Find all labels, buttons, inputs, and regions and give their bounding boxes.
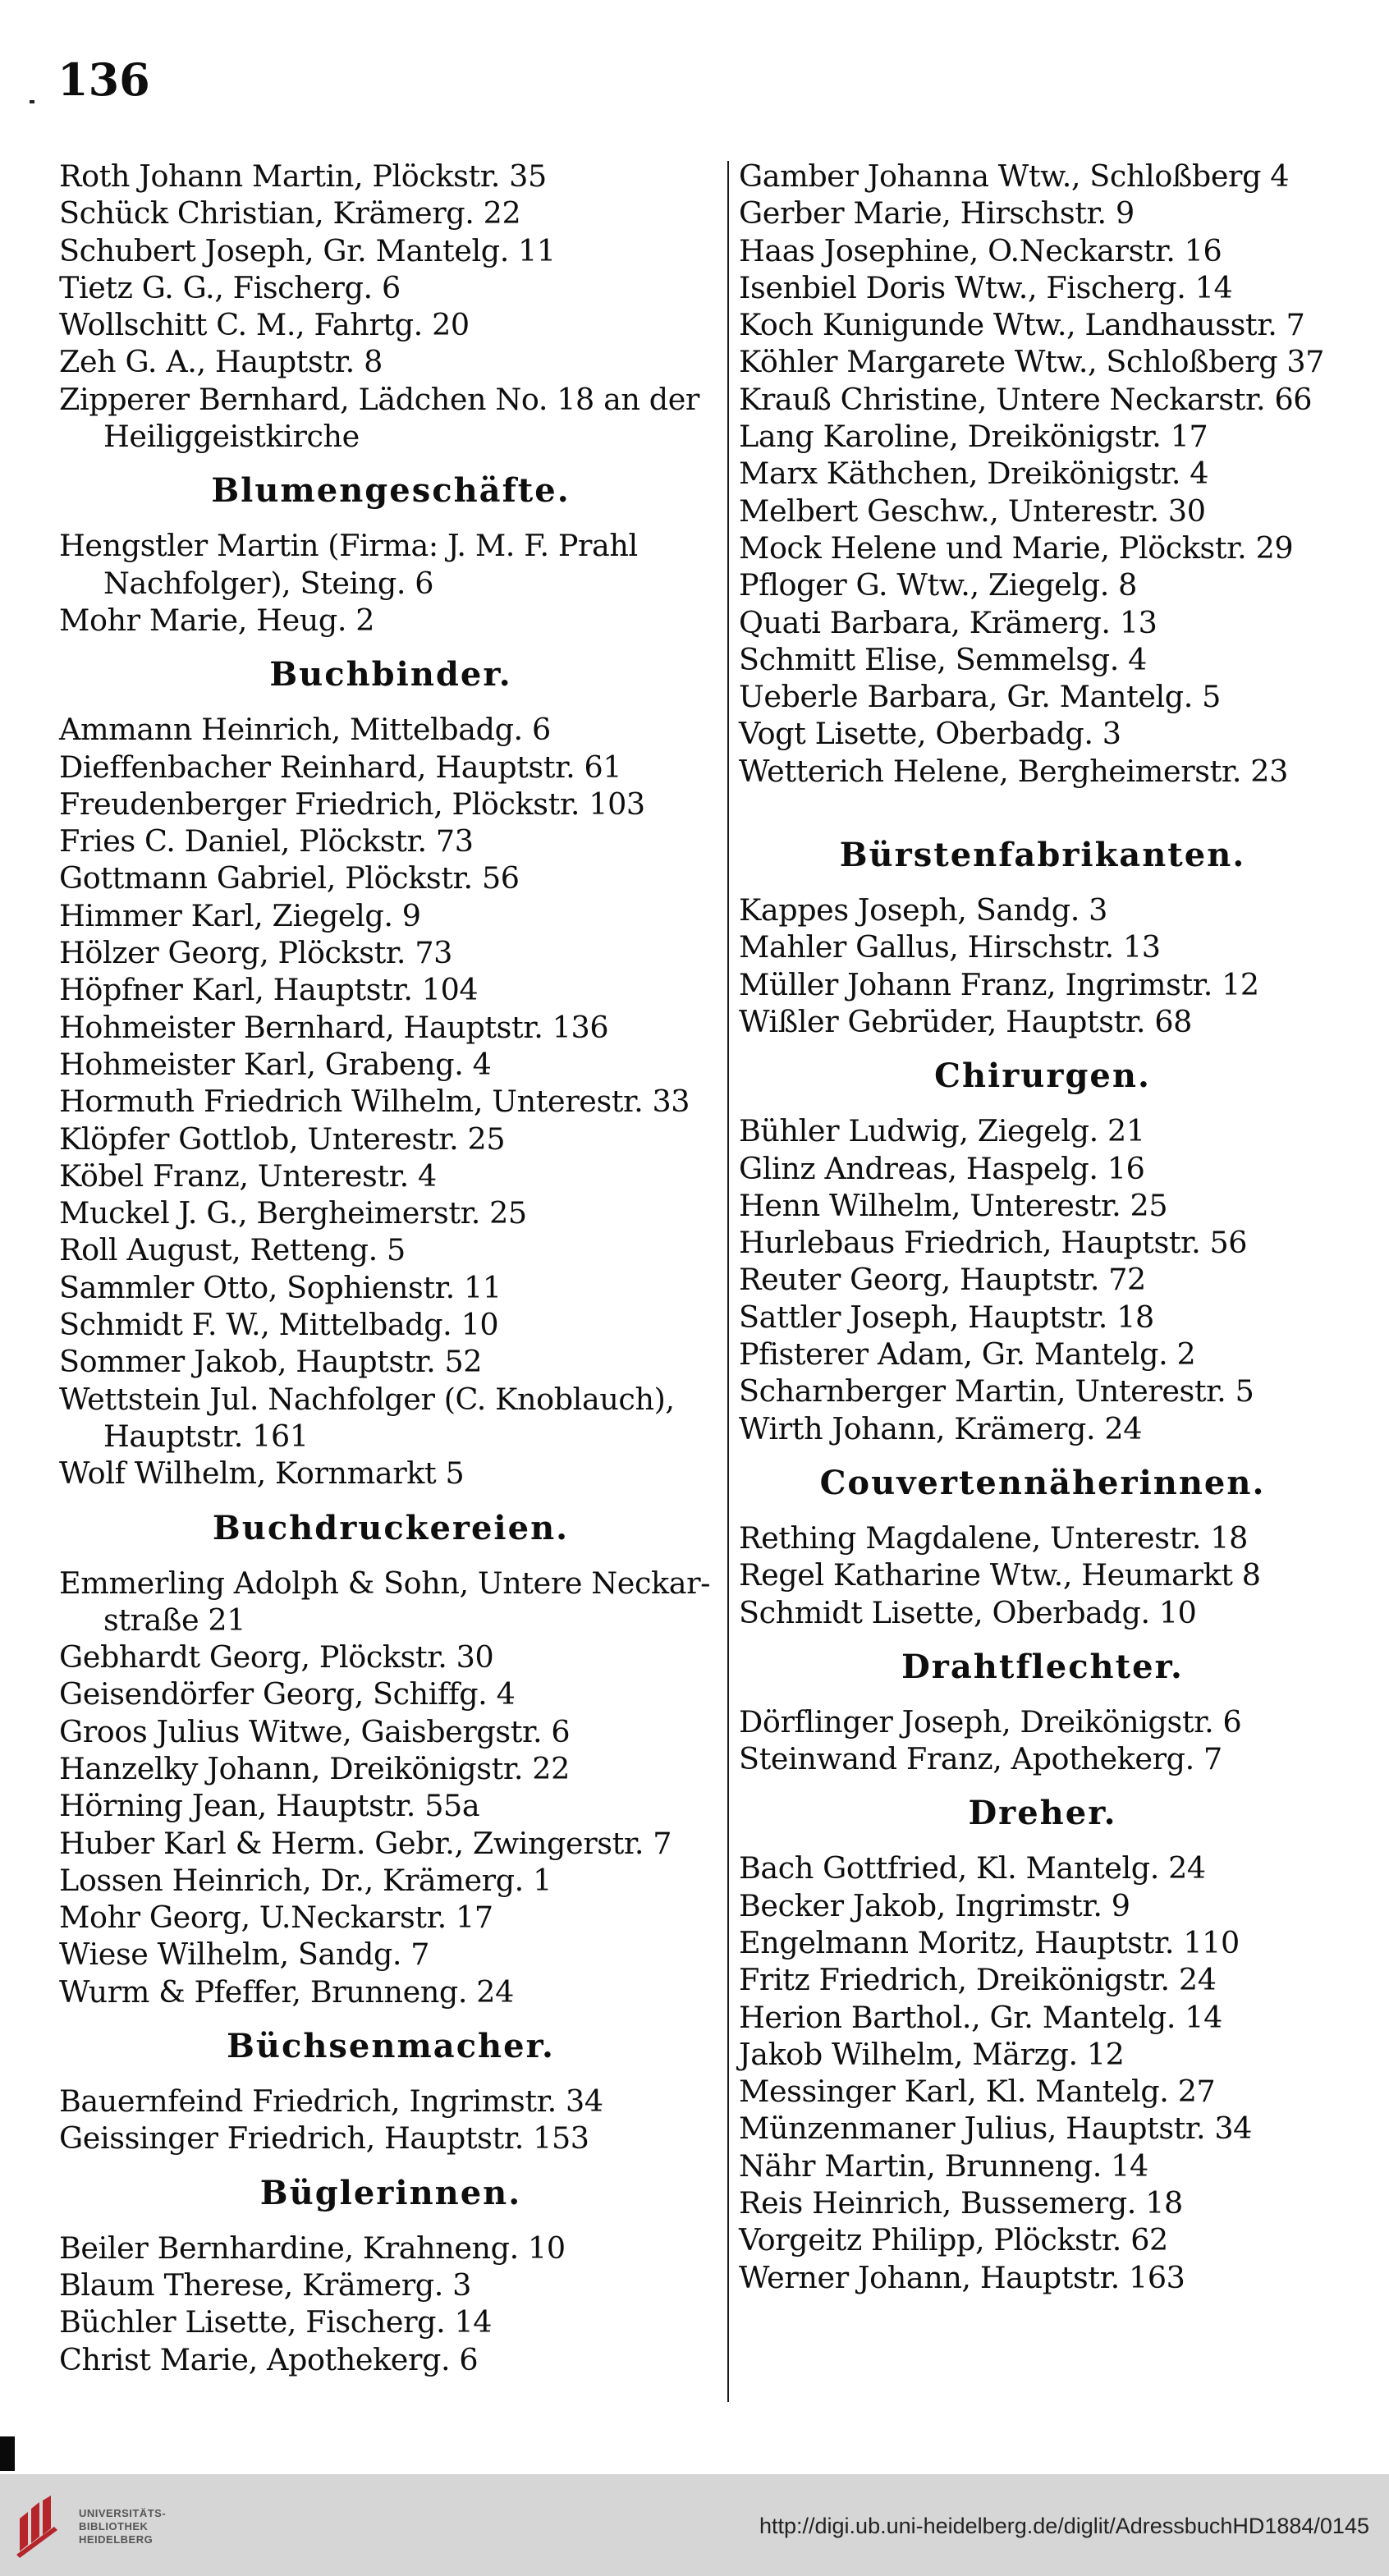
directory-entry: Vogt Lisette, Oberbadg. 3 bbox=[739, 716, 1121, 752]
directory-entry-continuation: Hauptstr. 161 bbox=[103, 1418, 309, 1454]
directory-entry: Ueberle Barbara, Gr. Mantelg. 5 bbox=[739, 679, 1221, 715]
directory-entry: Höpfner Karl, Hauptstr. 104 bbox=[59, 972, 479, 1008]
directory-entry: Mohr Marie, Heug. 2 bbox=[59, 602, 375, 638]
institution-name bbox=[79, 2507, 166, 2546]
directory-entry: Bauernfeind Friedrich, Ingrimstr. 34 bbox=[59, 2083, 603, 2120]
directory-entry: Bühler Ludwig, Ziegelg. 21 bbox=[739, 1113, 1145, 1149]
directory-entry: Schubert Joseph, Gr. Mantelg. 11 bbox=[59, 232, 556, 268]
directory-entry: Wurm & Pfeffer, Brunneng. 24 bbox=[59, 1973, 514, 2010]
directory-entry: Münzenmaner Julius, Hauptstr. 34 bbox=[739, 2111, 1253, 2147]
directory-entry: Lossen Heinrich, Dr., Krämerg. 1 bbox=[59, 1862, 552, 1898]
directory-entry: Kappes Joseph, Sandg. 3 bbox=[739, 892, 1107, 928]
directory-entry: Hurlebaus Friedrich, Hauptstr. 56 bbox=[739, 1225, 1248, 1261]
directory-entry: Büchler Lisette, Fischerg. 14 bbox=[59, 2304, 493, 2340]
directory-entry: Geissinger Friedrich, Hauptstr. 153 bbox=[59, 2120, 589, 2157]
directory-entry: Beiler Bernhardine, Krahneng. 10 bbox=[59, 2230, 566, 2266]
section-heading: Büglerinnen. bbox=[259, 2173, 522, 2212]
directory-entry: Melbert Geschw., Unterestr. 30 bbox=[739, 493, 1206, 529]
page-number: 136 bbox=[57, 53, 150, 106]
directory-entry: Bach Gottfried, Kl. Mantelg. 24 bbox=[739, 1850, 1206, 1886]
directory-entry: Zipperer Bernhard, Lädchen No. 18 an der bbox=[59, 381, 699, 417]
directory-entry: Herion Barthol., Gr. Mantelg. 14 bbox=[739, 1999, 1222, 2035]
directory-entry: Blaum Therese, Krämerg. 3 bbox=[59, 2267, 471, 2303]
section-heading: Buchdruckereien. bbox=[212, 1508, 570, 1547]
section-heading: Chirurgen. bbox=[934, 1057, 1151, 1096]
directory-entry: Sattler Joseph, Hauptstr. 18 bbox=[739, 1299, 1154, 1335]
section-heading: Buchbinder. bbox=[269, 655, 512, 694]
directory-entry: Hörning Jean, Hauptstr. 55a bbox=[59, 1788, 480, 1824]
directory-entry: Hanzelky Johann, Dreikönigstr. 22 bbox=[59, 1750, 570, 1786]
directory-entry: Reuter Georg, Hauptstr. 72 bbox=[739, 1262, 1146, 1298]
section-heading: Bürstenfabrikanten. bbox=[839, 836, 1246, 875]
directory-entry: Lang Karoline, Dreikönigstr. 17 bbox=[739, 419, 1208, 455]
directory-entry-continuation: Nachfolger), Steing. 6 bbox=[103, 565, 434, 601]
section-heading: Dreher. bbox=[968, 1794, 1117, 1833]
directory-entry: Groos Julius Witwe, Gaisbergstr. 6 bbox=[59, 1713, 571, 1749]
directory-entry: Fries C. Daniel, Plöckstr. 73 bbox=[59, 823, 474, 859]
directory-entry: Wiese Wilhelm, Sandg. 7 bbox=[59, 1937, 430, 1973]
directory-entry: Vorgeitz Philipp, Plöckstr. 62 bbox=[739, 2222, 1168, 2258]
section-heading: Drahtflechter. bbox=[901, 1647, 1184, 1686]
directory-entry: Messinger Karl, Kl. Mantelg. 27 bbox=[739, 2074, 1216, 2110]
directory-entry: Wißler Gebrüder, Hauptstr. 68 bbox=[739, 1003, 1192, 1039]
directory-entry: Koch Kunigunde Wtw., Landhausstr. 7 bbox=[739, 307, 1305, 343]
directory-entry: Engelmann Moritz, Hauptstr. 110 bbox=[739, 1924, 1240, 1960]
directory-entry: Ammann Heinrich, Mittelbadg. 6 bbox=[59, 712, 551, 748]
section-heading: Blumengeschäfte. bbox=[211, 471, 571, 511]
directory-entry: Haas Josephine, O.Neckarstr. 16 bbox=[739, 232, 1222, 268]
column-divider bbox=[727, 161, 729, 2402]
directory-entry: Marx Käthchen, Dreikönigstr. 4 bbox=[739, 456, 1209, 492]
directory-entry: Krauß Christine, Untere Neckarstr. 66 bbox=[739, 381, 1313, 417]
directory-entry: Glinz Andreas, Haspelg. 16 bbox=[739, 1150, 1145, 1186]
directory-entry: Freudenberger Friedrich, Plöckstr. 103 bbox=[59, 786, 645, 822]
directory-entry: Zeh G. A., Hauptstr. 8 bbox=[59, 344, 383, 380]
directory-entry: Himmer Karl, Ziegelg. 9 bbox=[59, 897, 421, 933]
directory-entry: Regel Katharine Wtw., Heumarkt 8 bbox=[739, 1557, 1261, 1593]
directory-entry: Schmidt F. W., Mittelbadg. 10 bbox=[59, 1307, 499, 1343]
directory-entry-continuation: Heiliggeistkirche bbox=[103, 419, 360, 455]
directory-entry: Hengstler Martin (Firma: J. M. F. Prahl bbox=[59, 528, 638, 564]
institution-line: UNIVERSITÄTS- bbox=[79, 2507, 167, 2519]
directory-entry: Rething Magdalene, Unterestr. 18 bbox=[739, 1519, 1248, 1556]
directory-entry: Schmitt Elise, Semmelsg. 4 bbox=[739, 641, 1147, 677]
directory-entry: Hormuth Friedrich Wilhelm, Unterestr. 33 bbox=[59, 1084, 690, 1120]
directory-entry: Dieffenbacher Reinhard, Hauptstr. 61 bbox=[59, 749, 622, 785]
directory-entry: Köbel Franz, Unterestr. 4 bbox=[59, 1157, 437, 1194]
directory-entry: Schmidt Lisette, Oberbadg. 10 bbox=[739, 1594, 1197, 1630]
directory-entry: Fritz Friedrich, Dreikönigstr. 24 bbox=[739, 1962, 1217, 1998]
directory-entry: Roth Johann Martin, Plöckstr. 35 bbox=[59, 158, 547, 194]
directory-entry: Müller Johann Franz, Ingrimstr. 12 bbox=[739, 966, 1259, 1002]
directory-entry: Wettstein Jul. Nachfolger (C. Knoblauch), bbox=[59, 1381, 675, 1417]
directory-entry: Werner Johann, Hauptstr. 163 bbox=[739, 2259, 1185, 2295]
directory-entry: Hohmeister Karl, Grabeng. 4 bbox=[59, 1046, 492, 1082]
section-heading: Büchsenmacher. bbox=[227, 2027, 555, 2066]
ub-heidelberg-logo-icon bbox=[11, 2494, 69, 2558]
directory-entry: Pfloger G. Wtw., Ziegelg. 8 bbox=[739, 567, 1137, 603]
directory-entry: Klöpfer Gottlob, Unterestr. 25 bbox=[59, 1121, 506, 1157]
directory-entry: Isenbiel Doris Wtw., Fischerg. 14 bbox=[739, 269, 1233, 305]
directory-entry: Mock Helene und Marie, Plöckstr. 29 bbox=[739, 529, 1294, 566]
directory-entry: Wirth Johann, Krämerg. 24 bbox=[739, 1410, 1143, 1446]
directory-entry: Dörflinger Joseph, Dreikönigstr. 6 bbox=[739, 1703, 1242, 1739]
directory-entry: Christ Marie, Apothekerg. 6 bbox=[59, 2341, 479, 2377]
directory-entry: Emmerling Adolph & Sohn, Untere Neckar- bbox=[59, 1565, 711, 1601]
directory-entry: Henn Wilhelm, Unterestr. 25 bbox=[739, 1187, 1168, 1223]
directory-entry: Sammler Otto, Sophienstr. 11 bbox=[59, 1269, 502, 1305]
source-url-link[interactable]: http://digi.ub.uni-heidelberg.de/diglit/AdressbuchHD1884/0145 bbox=[759, 2514, 1369, 2538]
directory-entry: Steinwand Franz, Apothekerg. 7 bbox=[739, 1741, 1222, 1777]
directory-entry: Wolf Wilhelm, Kornmarkt 5 bbox=[59, 1455, 465, 1492]
scan-mark bbox=[30, 100, 34, 103]
directory-entry: Reis Heinrich, Bussemerg. 18 bbox=[739, 2185, 1183, 2221]
directory-entry: Köhler Margarete Wtw., Schloßberg 37 bbox=[739, 344, 1325, 380]
directory-entry: Tietz G. G., Fischerg. 6 bbox=[59, 269, 401, 305]
directory-entry: Quati Barbara, Krämerg. 13 bbox=[739, 604, 1158, 640]
directory-entry: Huber Karl & Herm. Gebr., Zwingerstr. 7 bbox=[59, 1825, 672, 1861]
directory-entry: Mohr Georg, U.Neckarstr. 17 bbox=[59, 1900, 493, 1936]
directory-entry: Gebhardt Georg, Plöckstr. 30 bbox=[59, 1639, 494, 1675]
directory-entry: Nähr Martin, Brunneng. 14 bbox=[739, 2147, 1148, 2184]
institution-line: HEIDELBERG bbox=[79, 2533, 154, 2546]
directory-entry: Schück Christian, Krämerg. 22 bbox=[59, 195, 521, 231]
directory-entry: Mahler Gallus, Hirschstr. 13 bbox=[739, 929, 1161, 965]
section-spacer bbox=[739, 790, 1346, 819]
directory-entry: Muckel J. G., Bergheimerstr. 25 bbox=[59, 1195, 527, 1231]
directory-entry: Hohmeister Bernhard, Hauptstr. 136 bbox=[59, 1009, 609, 1045]
directory-entry: Roll August, Retteng. 5 bbox=[59, 1232, 406, 1268]
directory-entry: Hölzer Georg, Plöckstr. 73 bbox=[59, 935, 452, 971]
right-column bbox=[739, 158, 1346, 2296]
section-heading: Couvertennäherinnen. bbox=[819, 1463, 1266, 1502]
left-column bbox=[59, 158, 722, 2378]
directory-entry: Pfisterer Adam, Gr. Mantelg. 2 bbox=[739, 1336, 1196, 1373]
scan-edge-mark bbox=[0, 2436, 15, 2471]
digitization-footer bbox=[0, 2474, 1389, 2576]
directory-entry: Gerber Marie, Hirschstr. 9 bbox=[739, 195, 1135, 231]
directory-entry: Scharnberger Martin, Unterestr. 5 bbox=[739, 1373, 1254, 1409]
institution-line: BIBLIOTHEK bbox=[79, 2520, 149, 2532]
directory-entry: Wetterich Helene, Bergheimerstr. 23 bbox=[739, 753, 1288, 789]
directory-entry: Sommer Jakob, Hauptstr. 52 bbox=[59, 1344, 483, 1380]
directory-entry: Gamber Johanna Wtw., Schloßberg 4 bbox=[739, 158, 1290, 194]
directory-entry: Gottmann Gabriel, Plöckstr. 56 bbox=[59, 860, 520, 896]
directory-entry: Jakob Wilhelm, Märzg. 12 bbox=[739, 2036, 1125, 2072]
directory-entry: Geisendörfer Georg, Schiffg. 4 bbox=[59, 1676, 516, 1712]
directory-entry-continuation: straße 21 bbox=[103, 1602, 246, 1638]
directory-entry: Becker Jakob, Ingrimstr. 9 bbox=[739, 1887, 1130, 1923]
directory-entry: Wollschitt C. M., Fahrtg. 20 bbox=[59, 307, 470, 343]
